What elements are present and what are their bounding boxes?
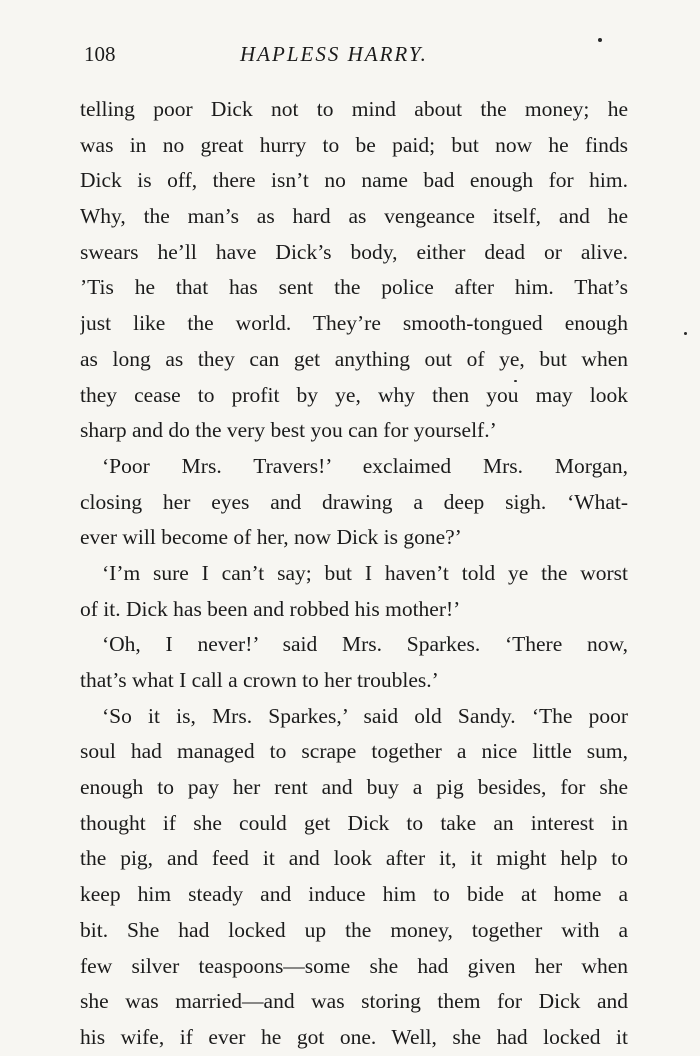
text-line: just like the world. They’re smooth-tongued enough [80,311,628,336]
text-line: ‘Poor Mrs. Travers!’ exclaimed Mrs. Morgan, [102,453,628,478]
text-line: his wife, if ever he got one. Well, she had locked it [80,1024,628,1049]
text-line: bit. She had locked up the money, together with a [80,917,628,942]
text-line: was in no great hurry to be paid; but now he finds [80,132,628,157]
text-line: Dick is off, there isn’t no name bad enough for him. [80,168,628,193]
text-line: the pig, and feed it and look after it, it might help to [80,846,628,871]
page-header [80,38,628,74]
text-line: as long as they can get anything out of ye, but when [80,346,628,371]
text-line: sharp and do the very best you can for yourself.’ [80,418,497,443]
page-number: 108 [84,42,116,66]
text-line: that’s what I call a crown to her troubles.’ [80,668,439,692]
text-line: swears he’ll have Dick’s body, either dead or alive. [80,239,628,264]
text-line: ever will become of her, now Dick is gone?’ [80,525,462,550]
text-line: she was married—and was storing them for Dick and [80,989,628,1014]
print-speck [684,332,687,335]
body-text [80,92,628,1056]
print-speck [514,380,517,382]
text-line: ’Tis he that has sent the police after him. That’s [80,275,628,300]
print-speck [598,38,602,42]
text-line: of it. Dick has been and robbed his mother!’ [80,596,461,621]
text-line: ‘Oh, I never!’ said Mrs. Sparkes. ‘There now, [102,632,628,657]
text-line: they cease to profit by ye, why then you may look [80,382,628,407]
text-line: keep him steady and induce him to bide at home a [80,882,628,907]
text-line: ‘I’m sure I can’t say; but I haven’t told ye the worst [102,560,628,585]
text-line: few silver teaspoons—some she had given her when [80,953,628,978]
text-line: closing her eyes and drawing a deep sigh. ‘What- [80,489,628,514]
text-line: ‘So it is, Mrs. Sparkes,’ said old Sandy. ‘The poor [102,703,628,728]
text-line: Why, the man’s as hard as vengeance itself, and he [80,204,628,229]
text-line: telling poor Dick not to mind about the money; he [80,97,628,121]
running-head: HAPLESS HARRY. [240,42,428,66]
text-line: enough to pay her rent and buy a pig besides, for she [80,775,628,800]
text-line: thought if she could get Dick to take an interest in [80,810,628,835]
text-line: soul had managed to scrape together a nice little sum, [80,739,628,764]
